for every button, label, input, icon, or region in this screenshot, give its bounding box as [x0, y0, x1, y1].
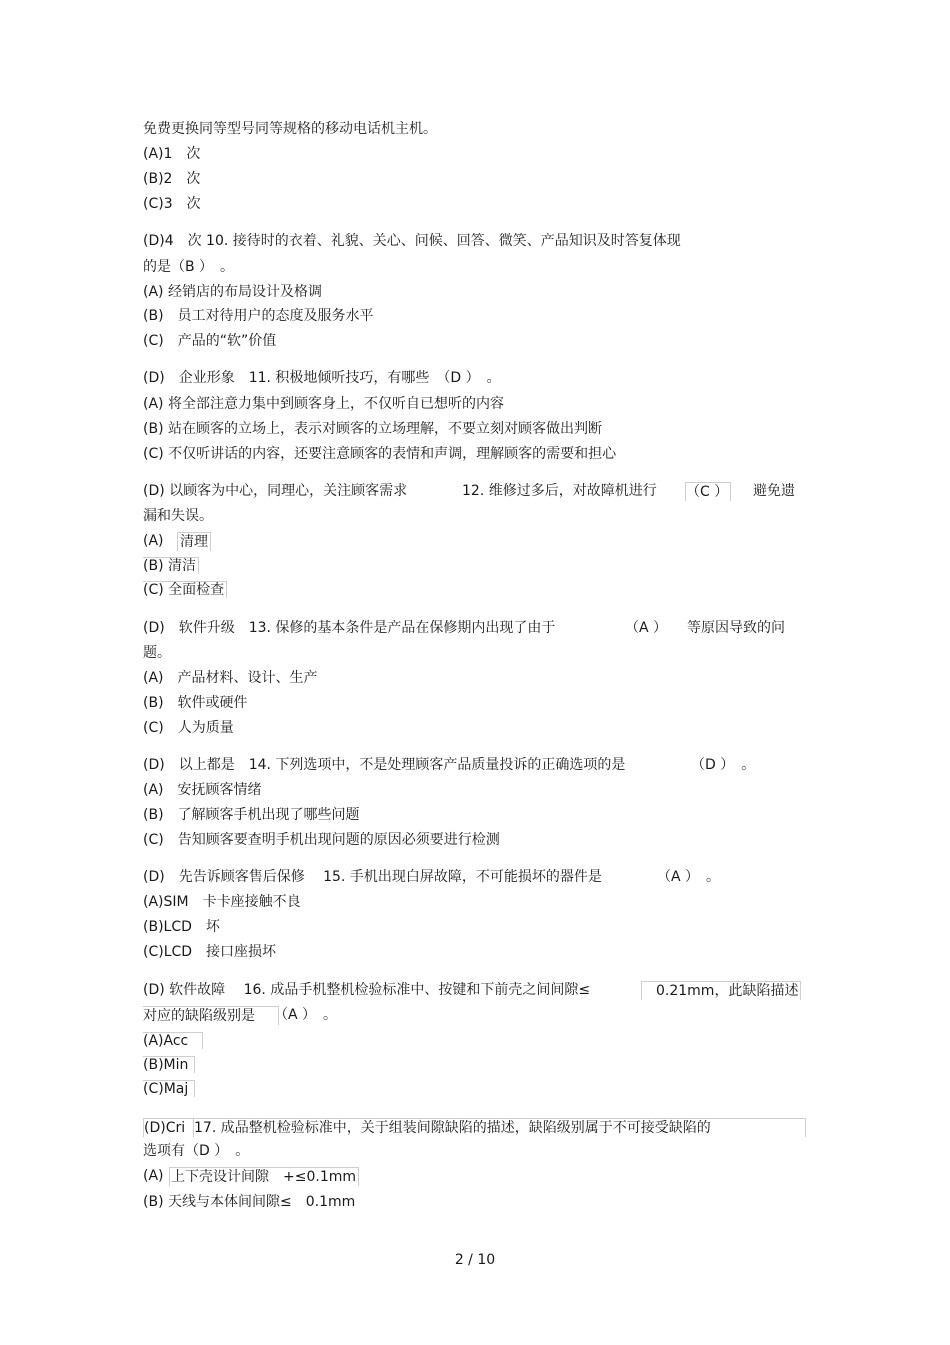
question-17	[143, 1118, 807, 1136]
question-text: 17. 成品整机检验标准中，关于组装间隙缺陷的描述，缺陷级别属于不可接受缺陷的	[194, 1118, 806, 1137]
option-line	[143, 1080, 195, 1098]
option-line	[143, 1167, 383, 1185]
option-text: (B)Min	[143, 1056, 195, 1073]
text-line: 的是（B ） 。	[143, 259, 235, 275]
option-line: (A)1 次	[143, 146, 201, 162]
question-text: (D) 先告诉顾客售后保修 15. 手机出现白屏故障，不可能损坏的器件是	[143, 869, 602, 885]
question-13	[143, 619, 803, 637]
text-line	[143, 1006, 383, 1024]
option-line	[143, 1032, 203, 1050]
option-label: (A)	[143, 1168, 164, 1184]
question-text: 等原因导致的问	[687, 620, 785, 636]
option-line: (A) 经销店的布局设计及格调	[143, 284, 322, 300]
option-line	[143, 557, 199, 575]
option-line: (B) 员工对待用户的态度及服务水平	[143, 308, 374, 324]
question-text: 12. 维修过多后，对故障机进行	[462, 483, 657, 499]
question-text: 对应的缺陷级别是	[143, 1006, 279, 1025]
option-line: (B)LCD 坏	[143, 919, 220, 935]
question-text: (D) 软件升级 13. 保修的基本条件是产品在保修期内出现了由于	[143, 620, 556, 636]
option-text: (C) 全面检查	[143, 581, 227, 598]
option-line: (B)2 次	[143, 171, 201, 187]
option-text: 清理	[177, 532, 211, 551]
question-text: 0.21mm，此缺陷描述	[641, 981, 801, 1000]
answer-blank: （A ）	[625, 620, 668, 636]
option-text: (C)Maj	[143, 1080, 195, 1097]
answer-blank: （A ） 。	[274, 1007, 338, 1023]
option-text: (D)Cri	[143, 1118, 194, 1137]
text-line: 免费更换同等型号同等规格的移动电话机主机。	[143, 121, 437, 137]
question-14	[143, 756, 803, 774]
text-line: 漏和失误。	[143, 508, 213, 524]
option-line: (A) 将全部注意力集中到顾客身上，不仅听自已想听的内容	[143, 396, 504, 412]
question-text: (D) 以上都是 14. 下列选项中，不是处理顾客产品质量投诉的正确选项的是	[143, 757, 626, 773]
answer-blank: （C ）	[685, 482, 731, 501]
option-line: (C)LCD 接口座损坏	[143, 944, 277, 960]
option-line: (A) 产品材料、设计、生产	[143, 670, 318, 686]
question-10: (D)4 次 10. 接待时的衣着、礼貌、关心、问候、回答、微笑、产品知识及时答复体现	[143, 233, 681, 249]
page-number: 2 / 10	[454, 1252, 496, 1268]
option-line: (B) 站在顾客的立场上，表示对顾客的立场理解，不要立刻对顾客做出判断	[143, 421, 602, 437]
answer-blank: （A ） 。	[657, 869, 721, 885]
answer-blank: （D ） 。	[691, 757, 756, 773]
question-12	[143, 482, 803, 500]
option-line: (C)3 次	[143, 196, 201, 212]
option-text: (A)Acc	[143, 1032, 203, 1049]
option-line	[143, 581, 227, 599]
text-line: 题。	[143, 645, 171, 661]
question-11: (D) 企业形象 11. 积极地倾听技巧，有哪些 （D ） 。	[143, 370, 501, 386]
option-text: (D) 以顾客为中心，同理心，关注顾客需求	[143, 483, 408, 499]
option-line: (C) 不仅听讲话的内容，还要注意顾客的表情和声调，理解顾客的需要和担心	[143, 446, 617, 462]
option-text: 上下壳设计间隙 +≤0.1mm	[169, 1167, 359, 1186]
option-line	[143, 532, 263, 550]
option-line: (C) 告知顾客要查明手机出现问题的原因必须要进行检测	[143, 832, 500, 848]
option-line: (B) 天线与本体间间隙≤ 0.1mm	[143, 1194, 356, 1210]
option-text: (B) 清洁	[143, 557, 199, 574]
option-line: (A) 安抚顾客情绪	[143, 782, 262, 798]
question-text: 避免遗	[753, 483, 795, 499]
question-15	[143, 868, 803, 886]
question-16	[143, 981, 807, 999]
option-line: (A)SIM 卡卡座接触不良	[143, 894, 301, 910]
option-line: (B) 了解顾客手机出现了哪些问题	[143, 807, 360, 823]
option-line: (B) 软件或硬件	[143, 695, 248, 711]
option-line: (C) 产品的“软”价值	[143, 333, 277, 349]
question-text: (D) 软件故障 16. 成品手机整机检验标准中、按键和下前壳之间间隙≤	[143, 982, 591, 998]
option-line: (C) 人为质量	[143, 720, 234, 736]
option-label: (A)	[143, 533, 164, 549]
option-line	[143, 1056, 195, 1074]
text-line: 选项有（D ） 。	[143, 1143, 250, 1159]
